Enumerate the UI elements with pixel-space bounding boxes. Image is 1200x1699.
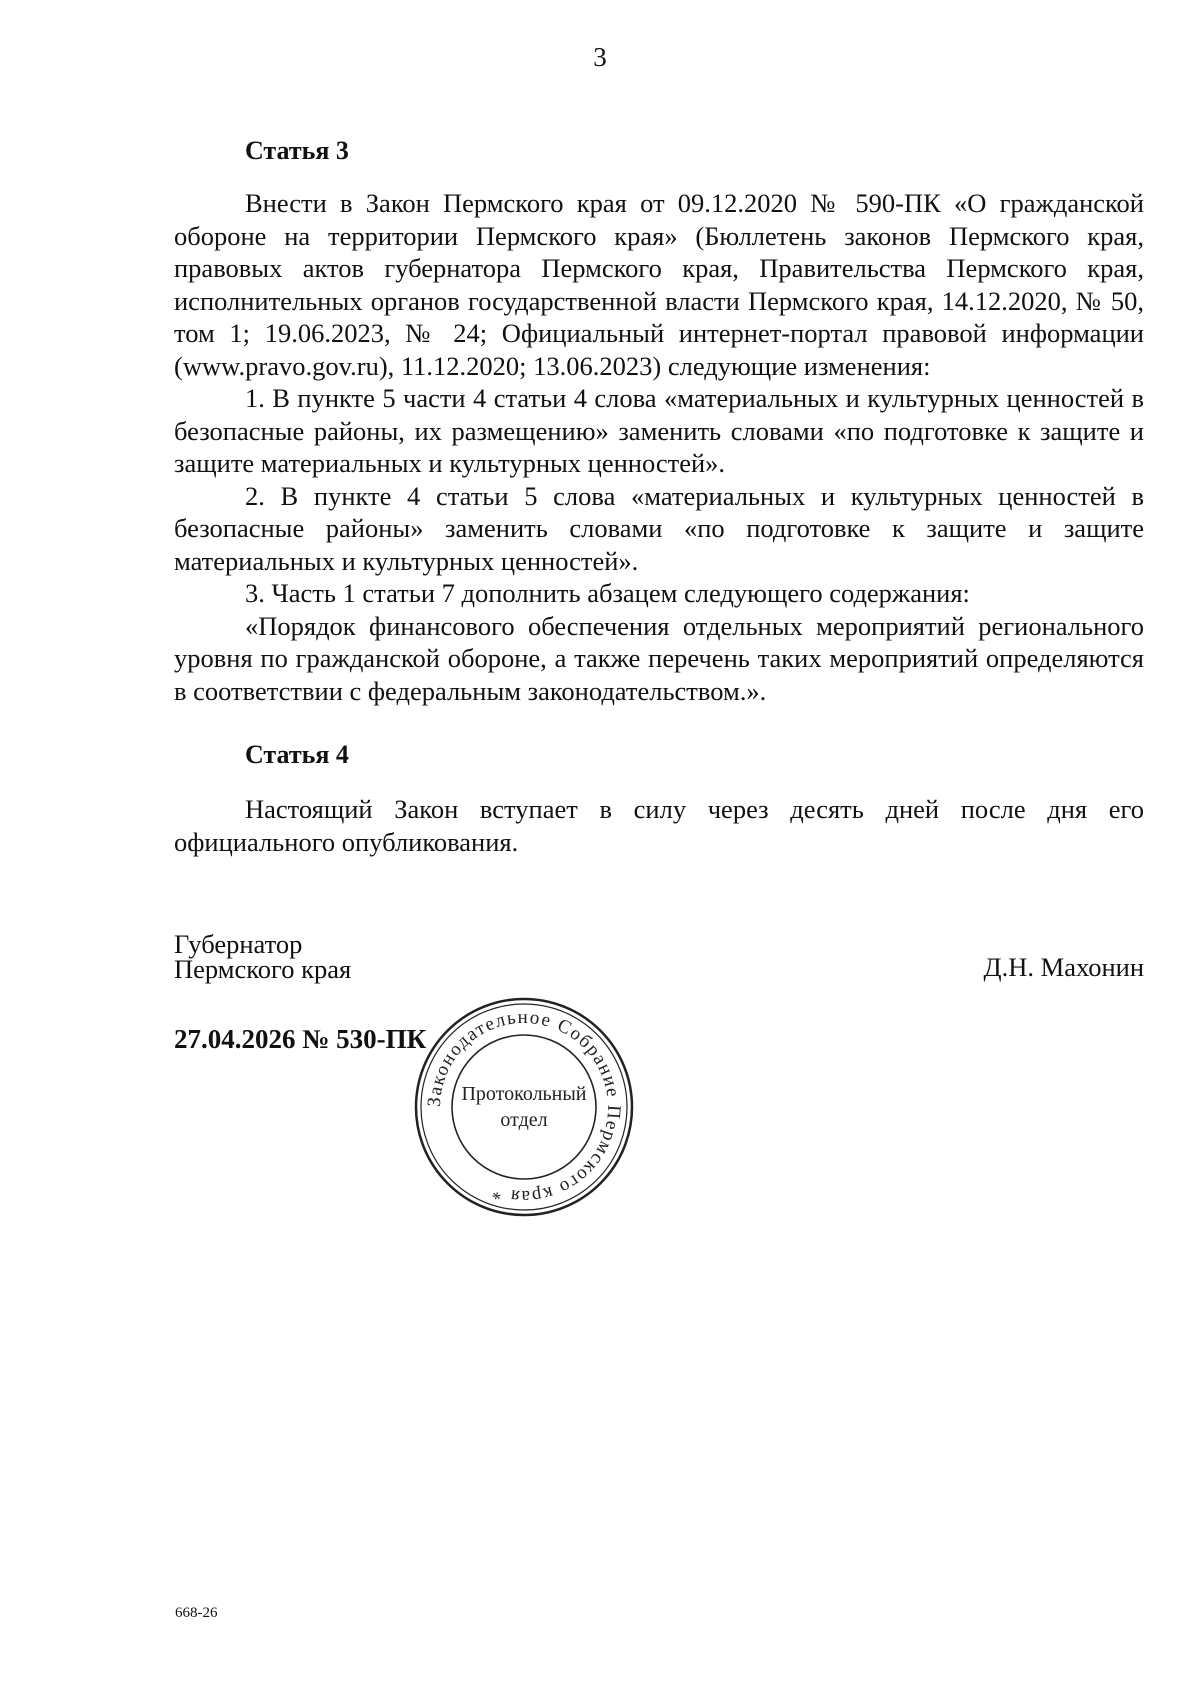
article-3-quoted-paragraph: «Порядок финансового обеспечения отдельных мероприятий регионального уровня по гражданской обороне, а также перечень таких мероприятий определяются в соответствии с федеральным законодательством.». (174, 610, 1144, 706)
seal-ring-text: Законодательное Собрание Пермского края * (423, 1006, 625, 1208)
law-date-number: 27.04.2026 № 530-ПК (174, 1024, 427, 1054)
signatory-name: Д.Н. Махонин (983, 952, 1144, 982)
article-3-body (174, 187, 1144, 707)
seal-center-line-2: отдел (500, 1109, 548, 1131)
official-seal (412, 995, 636, 1219)
page-number: 3 (593, 42, 607, 72)
article-4-paragraph: Настоящий Закон вступает в силу через десять дней после дня его официального опубликования. (174, 794, 1144, 857)
article-3-item-3: 3. Часть 1 статьи 7 дополнить абзацем следующего содержания: (245, 578, 970, 608)
registration-number: 668-26 (175, 1605, 218, 1621)
signatory-title-line-1: Губернатор (174, 929, 303, 959)
article-3-heading: Статья 3 (245, 136, 349, 165)
seal-center-line-1: Протокольный (461, 1083, 587, 1105)
article-3-item-2: 2. В пункте 4 статьи 5 слова «материальных и культурных ценностей в безопасные районы» заменить словами «по подготовке к защите и защите материальных и культурных ценностей». (174, 480, 1144, 576)
signatory-title (174, 929, 352, 984)
svg-text:Законодательное Собрание Пермс (424, 1007, 624, 1207)
article-4-heading: Статья 4 (245, 740, 349, 769)
seal-stamp-icon (412, 995, 636, 1219)
article-3-intro-paragraph: Внести в Закон Пермского края от 09.12.2020 № 590-ПК «О гражданской обороне на территории Пермского края» (Бюллетень законов Пермского края, правовых актов губернатора Пермского края, Правительства Пермского края, исполнительных органов государственной власти Пермского края, 14.12.2020, № 50, том 1; 19.06.2023, № 24; Официальный интернет-портал правовой информации (www.pravo.gov.ru), 11.12.2020; 13.06.2023) следующие изменения: (174, 188, 1144, 381)
article-3-item-1: 1. В пункте 5 части 4 статьи 4 слова «материальных и культурных ценностей в безопасные районы, их размещению» заменить словами «по подготовке к защите и защите материальных и культурных ценностей». (174, 383, 1144, 478)
article-4-body (174, 793, 1144, 858)
signatory-title-line-2: Пермского края (174, 954, 352, 984)
